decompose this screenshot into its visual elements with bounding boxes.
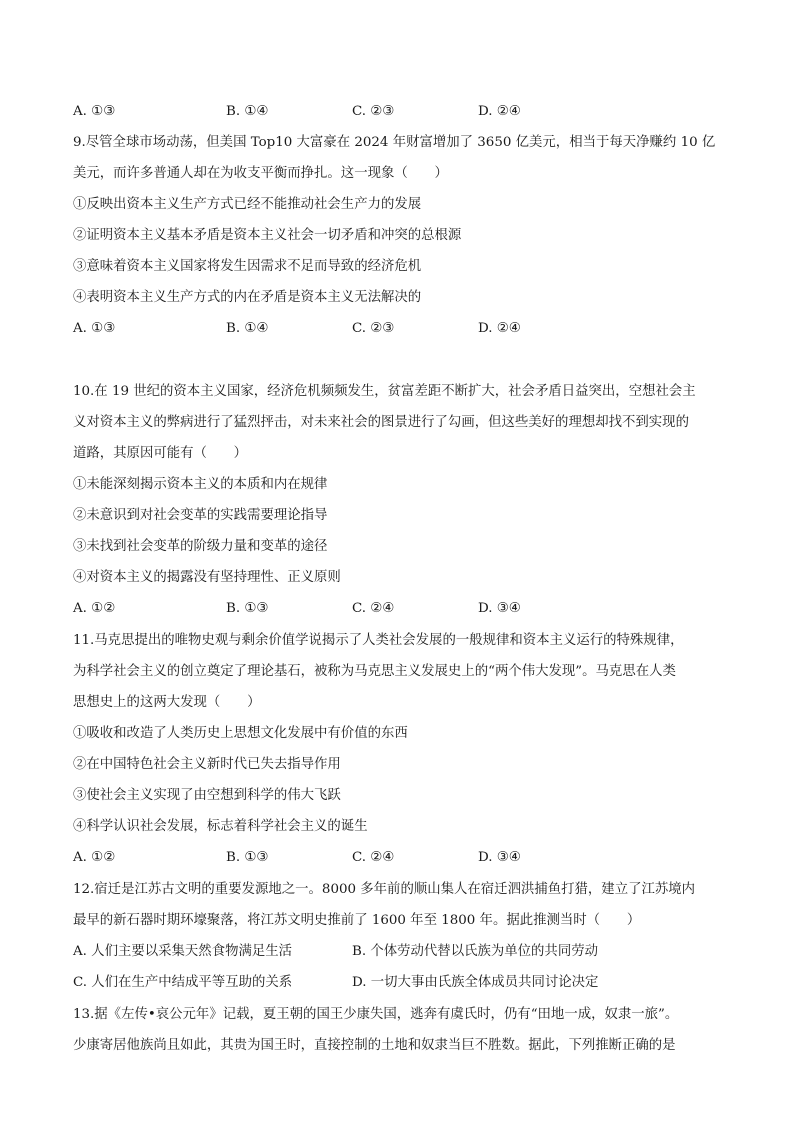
q11-option-d: D. ③④ — [478, 850, 521, 865]
q13-stem-line-1: 13.据《左传•哀公元年》记载，夏王朝的国王少康失国，逃奔有虞氏时，仍有“田地一成，奴隶一旅”。 — [73, 1007, 679, 1022]
q10-item-3: ③未找到社会变革的阶级力量和变革的途径 — [73, 539, 328, 554]
q9-option-d: D. ②④ — [478, 321, 521, 336]
q10-stem-line-1: 10.在 19 世纪的资本主义国家，经济危机频频发生，贫富差距不断扩大，社会矛盾日益突出，空想社会主 — [73, 384, 696, 399]
q11-option-b: B. ①③ — [226, 850, 269, 865]
q12-option-b: B. 个体劳动代替以氏族为单位的共同劳动 — [352, 944, 598, 959]
q10-options — [73, 600, 733, 618]
q11-stem-line-1: 11.马克思提出的唯物史观与剩余价值学说揭示了人类社会发展的一般规律和资本主义运行的特殊规律， — [73, 633, 684, 648]
q11-item-2: ②在中国特色社会主义新时代已失去指导作用 — [73, 757, 341, 772]
q9-stem-line-2: 美元，而许多普通人却在为收支平衡而挣扎。这一现象（ ） — [73, 166, 448, 181]
q12-stem-line-1: 12.宿迁是江苏古文明的重要发源地之一。8000 多年前的顺山集人在宿迁泗洪捕鱼打猎，建立了江苏境内 — [73, 882, 696, 897]
q10-option-a: A. ①② — [73, 601, 116, 616]
q12-option-c: C. 人们在生产中结成平等互助的关系 — [73, 975, 293, 990]
q11-option-c: C. ②④ — [352, 850, 395, 865]
q12-option-a: A. 人们主要以采集天然食物满足生活 — [73, 944, 293, 959]
q10-stem-line-3: 道路，其原因可能有（ ） — [73, 446, 248, 461]
q10-option-d: D. ③④ — [478, 601, 521, 616]
q13-stem-line-2: 少康寄居他族尚且如此，其贵为国王时，直接控制的土地和奴隶当巨不胜数。据此，下列推断正确的是 — [73, 1038, 676, 1053]
q9-item-4: ④表明资本主义生产方式的内在矛盾是资本主义无法解决的 — [73, 290, 422, 305]
q11-item-1: ①吸收和改造了人类历史上思想文化发展中有价值的东西 — [73, 726, 408, 741]
q11-option-a: A. ①② — [73, 850, 116, 865]
q8-option-c: C. ②③ — [352, 104, 395, 119]
q8-option-a: A. ①③ — [73, 104, 116, 119]
q10-item-2: ②未意识到对社会变革的实践需要理论指导 — [73, 508, 328, 523]
q9-options — [73, 320, 733, 338]
q12-stem-line-2: 最早的新石器时期环壕聚落，将江苏文明史推前了 1600 年至 1800 年。据此推测当时（ ） — [73, 913, 641, 928]
q9-item-3: ③意味着资本主义国家将发生因需求不足而导致的经济危机 — [73, 259, 422, 274]
q12-options-row-2 — [73, 974, 733, 992]
q11-stem-line-3: 思想史上的这两大发现（ ） — [73, 695, 261, 710]
q10-item-4: ④对资本主义的揭露没有坚持理性、正义原则 — [73, 570, 341, 585]
q11-options — [73, 849, 733, 867]
q10-stem-line-2: 义对资本主义的弊病进行了猛烈抨击，对未来社会的图景进行了勾画，但这些美好的理想却找不到实现的 — [73, 415, 689, 430]
q10-option-c: C. ②④ — [352, 601, 395, 616]
q11-item-4: ④科学认识社会发展，标志着科学社会主义的诞生 — [73, 819, 368, 834]
q12-options-row-1 — [73, 943, 733, 961]
q9-option-b: B. ①④ — [226, 321, 269, 336]
q10-option-b: B. ①③ — [226, 601, 269, 616]
q12-option-d: D. 一切大事由氏族全体成员共同讨论决定 — [352, 975, 599, 990]
q10-item-1: ①未能深刻揭示资本主义的本质和内在规律 — [73, 477, 328, 492]
q9-option-a: A. ①③ — [73, 321, 116, 336]
q8-options — [73, 103, 733, 121]
q8-option-b: B. ①④ — [226, 104, 269, 119]
q11-item-3: ③使社会主义实现了由空想到科学的伟大飞跃 — [73, 788, 341, 803]
q9-item-1: ①反映出资本主义生产方式已经不能推动社会生产力的发展 — [73, 197, 422, 212]
q9-option-c: C. ②③ — [352, 321, 395, 336]
q11-stem-line-2: 为科学社会主义的创立奠定了理论基石，被称为马克思主义发展史上的“两个伟大发现”。马克思在人类 — [73, 664, 676, 679]
q9-stem-line-1: 9.尽管全球市场动荡，但美国 Top10 大富豪在 2024 年财富增加了 3650 亿美元，相当于每天净赚约 10 亿 — [73, 135, 716, 150]
q9-item-2: ②证明资本主义基本矛盾是资本主义社会一切矛盾和冲突的总根源 — [73, 228, 462, 243]
q8-option-d: D. ②④ — [478, 104, 521, 119]
